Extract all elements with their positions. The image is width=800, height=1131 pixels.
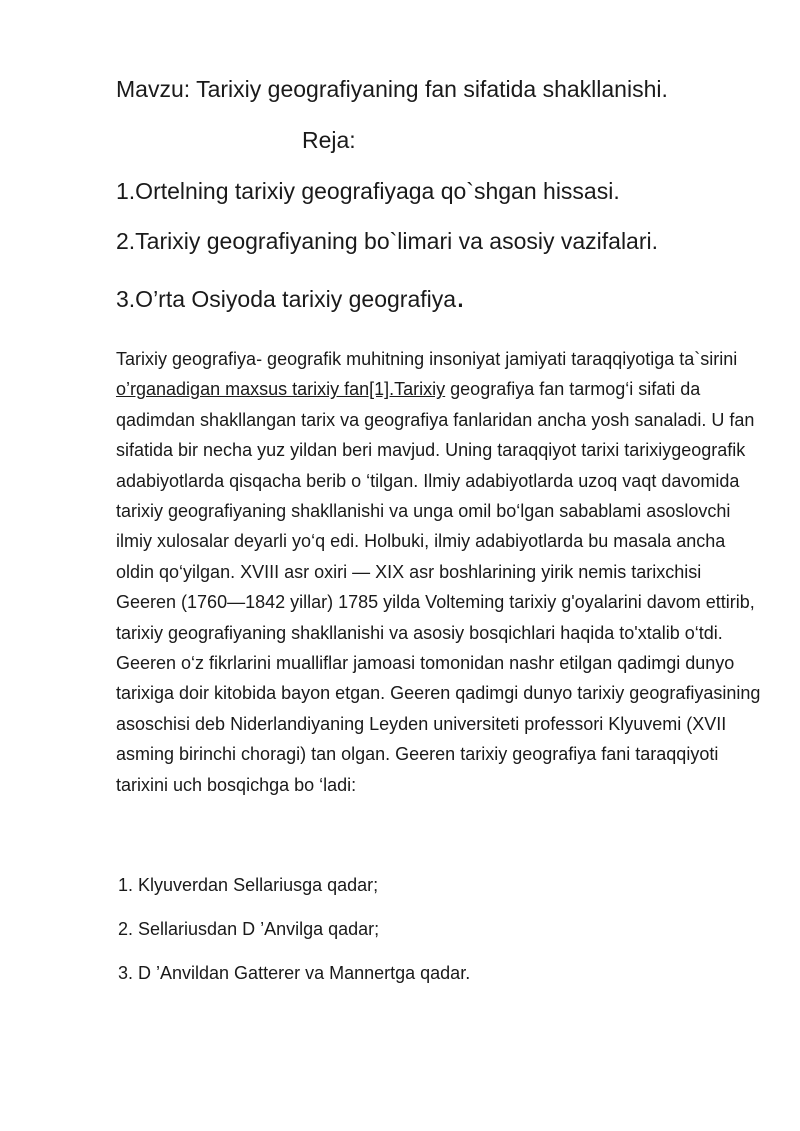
plan-item-1: 1.Ortelning tarixiy geografiyaga qo`shgan hissasi. <box>116 178 620 204</box>
plan-heading: Reja: <box>302 127 356 153</box>
list-item-1: 1. Klyuverdan Sellariusga qadar; <box>118 875 379 895</box>
plan-item-3 <box>116 278 465 314</box>
plan-item-2: 2.Tarixiy geografiyaning bo`limari va asosiy vazifalari. <box>116 228 659 254</box>
main-paragraph <box>116 344 766 800</box>
list-item-2: 2. Sellariusdan D ’Anvilga qadar; <box>118 919 380 939</box>
paragraph-part-2: geografiya fan tarmog‘i sifati da qadimdan shakllangan tarix va geografiya fanlaridan ancha yosh sanaladi. U fan sifatida bir necha yuz yildan beri mavjud. Uning taraqqiyot tarixi tarixiygeografik adabiyotlarda qisqacha berib o ‘tilgan. Ilmiy adabiyotlarda uzoq vaqt davomida tarixiy geografiyaning shakllanishi va unga omil bo‘lgan sabablami asoslovchi ilmiy xulosalar deyarli yo‘q edi. Holbuki, ilmiy adabiyotlarda bu masala ancha oldin qo‘yilgan. XVIII asr oxiri — XIX asr boshlarining yirik nemis tarixchisi Geeren (1760—1842 yillar) 1785 yilda Volteming tarixiy g'oyalarini davom ettirib, tarixiy geografiyaning shakllanishi va asosiy bosqichlari haqida to'xtalib o‘tdi. Geeren o‘z fikrlarini mualliflar jamoasi tomonidan nashr etilgan qadimgi dunyo tarixiga doir kitobida bayon etgan. Geeren qadimgi dunyo tarixiy geografiyasining asoschisi deb Niderlandiyaning Leyden universiteti professori Klyuvemi (XVII asming birinchi choragi) tan olgan. Geeren tarixiy geografiya fani taraqqiyoti tarixini uch bosqichga bo ‘ladi: <box>116 379 761 795</box>
topic-title: Mavzu: Tarixiy geografiyaning fan sifatida shakllanishi. <box>116 76 668 102</box>
list-item-3: 3. D ’Anvildan Gatterer va Mannertga qadar. <box>118 963 471 983</box>
plan-item-3-text: 3.O’rta Osiyoda tarixiy geografiya <box>116 286 457 312</box>
paragraph-part-1: Tarixiy geografiya- geografik muhitning insoniyat jamiyati taraqqiyotiga ta`sirini <box>116 349 738 369</box>
plan-item-3-dot: . <box>456 278 465 314</box>
paragraph-underlined-link[interactable]: o’rganadigan maxsus tarixiy fan[1].Tarixiy <box>116 379 446 400</box>
